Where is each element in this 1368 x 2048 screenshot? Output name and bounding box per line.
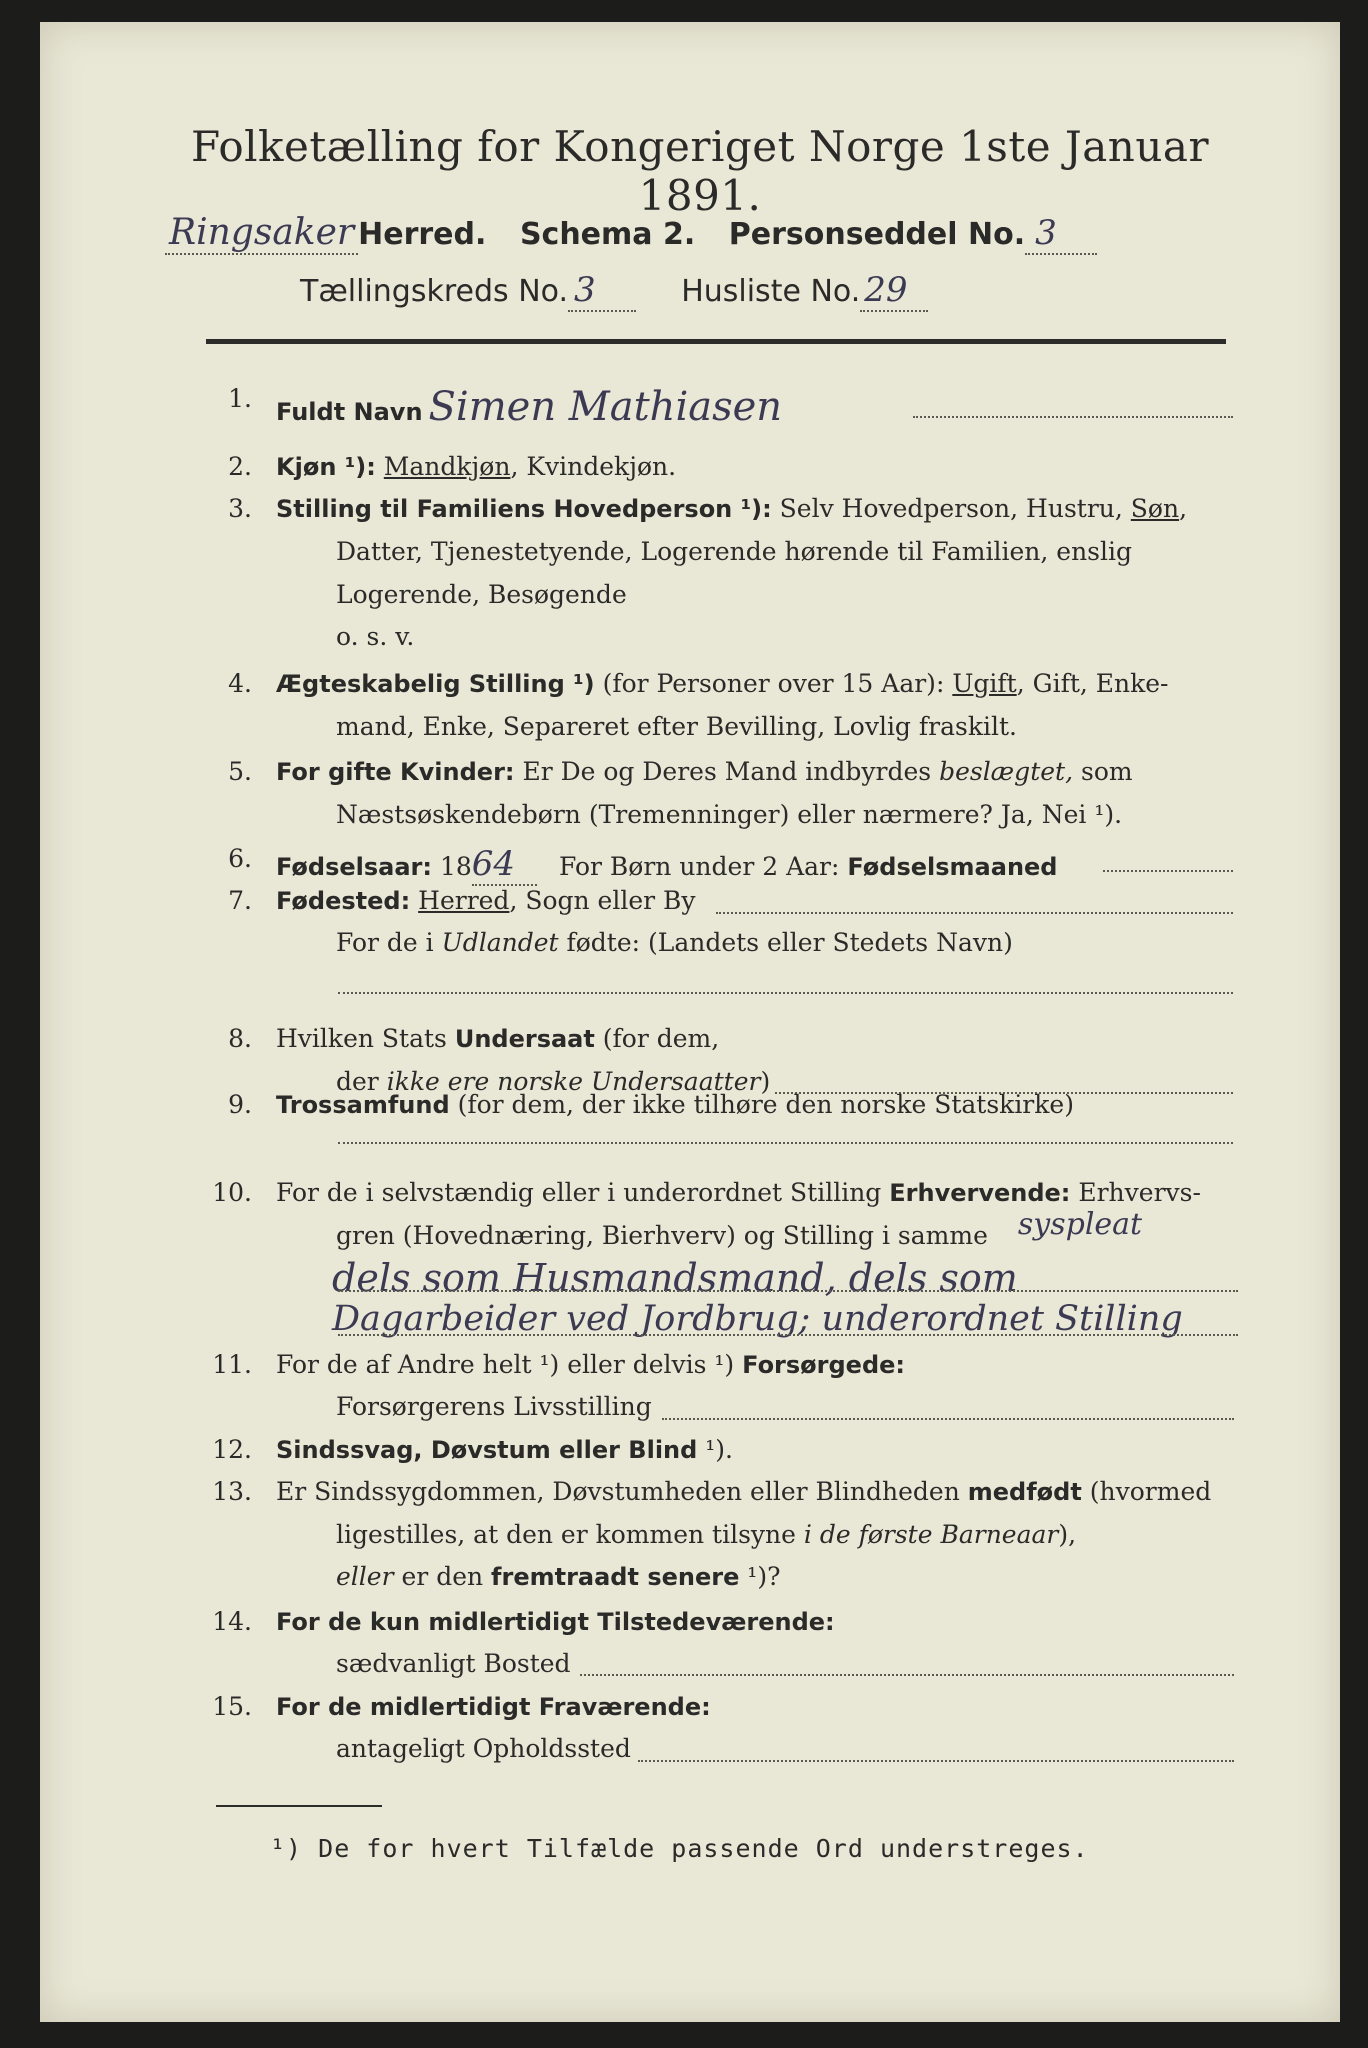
item-content bbox=[276, 886, 696, 915]
family-position-options-2: Datter, Tjenestetyende, Logerende hørende til Familien, enslig bbox=[336, 537, 1133, 566]
occupation-handwritten-2: dels som Husmandsmand, dels som bbox=[332, 1256, 1018, 1300]
footnote: ¹) De for hvert Tilfælde passende Ord understreges. bbox=[270, 1834, 1089, 1863]
item-15-line-2 bbox=[336, 1734, 1366, 1763]
item-content bbox=[276, 1435, 733, 1464]
item-number: 8. bbox=[228, 1024, 252, 1053]
item-number: 10. bbox=[212, 1178, 252, 1207]
congenital-line3-end: ¹)? bbox=[739, 1562, 781, 1591]
temporary-present-label: For de kun midlertidigt Tilstedeværende: bbox=[276, 1608, 835, 1636]
disability-label: Sindssvag, Døvstum eller Blind bbox=[276, 1436, 698, 1464]
item-number: 1. bbox=[228, 384, 252, 413]
congenital-prefix: Er Sindssygdommen, Døvstumheden eller Blindheden bbox=[276, 1477, 960, 1506]
census-form-page bbox=[40, 22, 1340, 2022]
item-13-line-3 bbox=[336, 1562, 1366, 1591]
congenital-line3-bold: fremtraadt senere bbox=[491, 1563, 740, 1591]
item-11-line-2 bbox=[336, 1392, 1366, 1421]
item-3-line-3 bbox=[336, 580, 1366, 609]
abroad-word: Udlandet bbox=[441, 928, 559, 957]
herred-label: Herred. bbox=[358, 217, 487, 252]
marital-status-options-2: mand, Enke, Separeret efter Bevilling, Lovlig fraskilt. bbox=[336, 712, 1017, 741]
marital-status-options: , Gift, Enke- bbox=[1016, 669, 1169, 698]
item-10-hand-2 bbox=[332, 1256, 1362, 1300]
birthplace-options: , Sogn eller By bbox=[509, 886, 696, 915]
item-content: Stilling til Familiens Hovedperson ¹): Selv Hovedperson, Hustru, Søn, bbox=[276, 494, 1188, 523]
herred-value: Ringsaker bbox=[165, 212, 358, 255]
dotted-line bbox=[662, 1418, 1234, 1420]
congenital-line3-italic: eller bbox=[336, 1562, 394, 1591]
item-number: 2. bbox=[228, 452, 252, 481]
congenital-line2-close: ), bbox=[1058, 1520, 1077, 1549]
item-content bbox=[276, 1477, 1211, 1506]
family-position-options-3: Logerende, Besøgende bbox=[336, 580, 627, 609]
family-position-label: Stilling til Familiens Hovedperson ¹): bbox=[276, 495, 772, 523]
item-7-line-2 bbox=[336, 928, 1366, 957]
item-5-line-2 bbox=[336, 800, 1366, 829]
birth-year-label: Fødselsaar: bbox=[276, 853, 432, 881]
dotted-line bbox=[338, 1290, 1238, 1292]
marital-status-note: (for Personer over 15 Aar): bbox=[602, 669, 945, 698]
item-content bbox=[276, 384, 782, 430]
item-number: 15. bbox=[212, 1692, 252, 1721]
birth-month-note: For Børn under 2 Aar: bbox=[558, 852, 840, 881]
full-name-label: Fuldt Navn bbox=[276, 398, 423, 426]
abroad-note: fødte: (Landets eller Stedets Navn) bbox=[566, 928, 1013, 957]
birth-year-prefix: 18 bbox=[439, 852, 472, 881]
family-position-options-4: o. s. v. bbox=[336, 622, 415, 651]
header-line-kreds bbox=[300, 270, 1368, 312]
probable-residence-label: antageligt Opholdssted bbox=[336, 1734, 631, 1763]
usual-residence-label: sædvanligt Bosted bbox=[336, 1649, 571, 1678]
item-content bbox=[276, 1350, 905, 1379]
religion-label: Trossamfund bbox=[276, 1091, 450, 1119]
congenital-line2-italic: i de første Barneaar bbox=[803, 1520, 1059, 1549]
item-content bbox=[276, 844, 1057, 886]
item-number: 12. bbox=[212, 1435, 252, 1464]
item-number: 11. bbox=[212, 1350, 252, 1379]
citizenship-label: Undersaat bbox=[454, 1025, 595, 1053]
item-content bbox=[276, 452, 676, 481]
congenital-note: (hvormed bbox=[1089, 1477, 1212, 1506]
dotted-line bbox=[716, 912, 1233, 914]
occupation-handwritten-3: Dagarbeider ved Jordbrug; underordnet Stilling bbox=[332, 1299, 1183, 1339]
supported-label: Forsørgede: bbox=[742, 1351, 906, 1379]
disability-note: ¹). bbox=[697, 1435, 733, 1464]
married-women-question: Er De og Deres Mand indbyrdes bbox=[522, 757, 932, 786]
marital-status-selected: Ugift bbox=[952, 669, 1017, 698]
full-name-value: Simen Mathiasen bbox=[428, 384, 783, 430]
dotted-line bbox=[913, 416, 1233, 418]
married-women-som: som bbox=[1080, 757, 1133, 786]
abroad-prefix: For de i bbox=[336, 928, 434, 957]
dotted-line bbox=[338, 1334, 1238, 1336]
item-content bbox=[276, 1024, 719, 1053]
dotted-line bbox=[338, 1142, 1233, 1144]
item-3-line-4 bbox=[336, 622, 1366, 651]
item-content bbox=[276, 669, 1169, 698]
item-number: 3. bbox=[228, 494, 252, 523]
item-content bbox=[276, 1692, 711, 1721]
item-number: 4. bbox=[228, 669, 252, 698]
congenital-line2: ligestilles, at den er kommen tilsyne bbox=[336, 1520, 796, 1549]
married-women-related: beslægtet, bbox=[939, 757, 1074, 786]
occupation-label: Erhvervende: bbox=[889, 1179, 1071, 1207]
birthplace-label: Fødested: bbox=[276, 887, 411, 915]
temporary-absent-label: For de midlertidigt Fraværende: bbox=[276, 1693, 711, 1721]
provider-occupation-label: Forsørgerens Livsstilling bbox=[336, 1392, 652, 1421]
item-number: 13. bbox=[212, 1477, 252, 1506]
item-content bbox=[276, 1178, 1201, 1207]
citizenship-line2-close: ) bbox=[760, 1067, 771, 1096]
congenital-label: medfødt bbox=[967, 1478, 1082, 1506]
husliste-label: Husliste No. bbox=[681, 274, 861, 309]
footnote-divider bbox=[216, 1805, 382, 1807]
religion-note: (for dem, der ikke tilhøre den norske Statskirke) bbox=[457, 1090, 1074, 1119]
item-10-line-2 bbox=[336, 1207, 1366, 1252]
birth-month-label: Fødselsmaaned bbox=[847, 853, 1058, 881]
citizenship-note: (for dem, bbox=[602, 1024, 720, 1053]
family-position-options: Selv Hovedperson, Hustru, bbox=[779, 494, 1123, 523]
supported-prefix: For de af Andre helt ¹) eller delvis ¹) bbox=[276, 1350, 735, 1379]
citizenship-line2-prefix: der bbox=[336, 1067, 379, 1096]
personseddel-number: 3 bbox=[1025, 213, 1097, 255]
dotted-line bbox=[1103, 870, 1233, 872]
married-women-question-2: Næstsøskendebørn (Tremenninger) eller nærmere? Ja, Nei ¹). bbox=[336, 800, 1123, 829]
taellingskreds-label: Tællingskreds No. bbox=[300, 274, 568, 309]
dotted-line bbox=[638, 1760, 1234, 1762]
occupation-line2: gren (Hovednæring, Bierhverv) og Stilling i samme bbox=[336, 1221, 988, 1250]
occupation-handwritten-1: syspleat bbox=[1017, 1207, 1143, 1242]
citizenship-line2-italic: ikke ere norske Undersaatter bbox=[386, 1067, 761, 1096]
citizenship-prefix: Hvilken Stats bbox=[276, 1024, 447, 1053]
birthplace-selected: Herred bbox=[418, 886, 510, 915]
family-position-selected: Søn bbox=[1130, 494, 1180, 523]
header-divider bbox=[206, 339, 1226, 344]
item-number: 6. bbox=[228, 844, 252, 873]
item-13-line-2 bbox=[336, 1520, 1366, 1549]
item-content bbox=[276, 1607, 835, 1636]
taellingskreds-number: 3 bbox=[568, 270, 636, 312]
item-10-hand-3 bbox=[332, 1299, 1362, 1339]
item-number: 14. bbox=[212, 1607, 252, 1636]
item-4-line-2 bbox=[336, 712, 1366, 741]
item-3-line-2 bbox=[336, 537, 1236, 566]
item-number: 9. bbox=[228, 1090, 252, 1119]
married-women-label: For gifte Kvinder: bbox=[276, 758, 515, 786]
congenital-line3: er den bbox=[401, 1562, 484, 1591]
header-line-herred bbox=[165, 212, 1235, 255]
occupation-erhvervs: Erhvervs- bbox=[1078, 1178, 1201, 1207]
sex-label: Kjøn ¹): bbox=[276, 453, 376, 481]
dotted-line bbox=[580, 1674, 1234, 1676]
item-content bbox=[276, 757, 1133, 786]
personseddel-label: Personseddel No. bbox=[728, 217, 1026, 252]
marital-status-label: Ægteskabelig Stilling ¹) bbox=[276, 670, 595, 698]
birth-year-value: 64 bbox=[472, 844, 537, 886]
schema-label: Schema 2. bbox=[519, 217, 696, 252]
occupation-prefix: For de i selvstændig eller i underordnet Stilling bbox=[276, 1178, 882, 1207]
husliste-number: 29 bbox=[860, 270, 927, 312]
item-content bbox=[276, 1090, 1074, 1119]
sex-selected-option: Mandkjøn bbox=[383, 452, 511, 481]
sex-other-options: , Kvindekjøn. bbox=[510, 452, 677, 481]
item-number: 7. bbox=[228, 886, 252, 915]
dotted-line bbox=[338, 992, 1233, 994]
item-number: 5. bbox=[228, 757, 252, 786]
form-title: Folketælling for Kongeriget Norge 1ste Januar 1891. bbox=[190, 122, 1210, 220]
